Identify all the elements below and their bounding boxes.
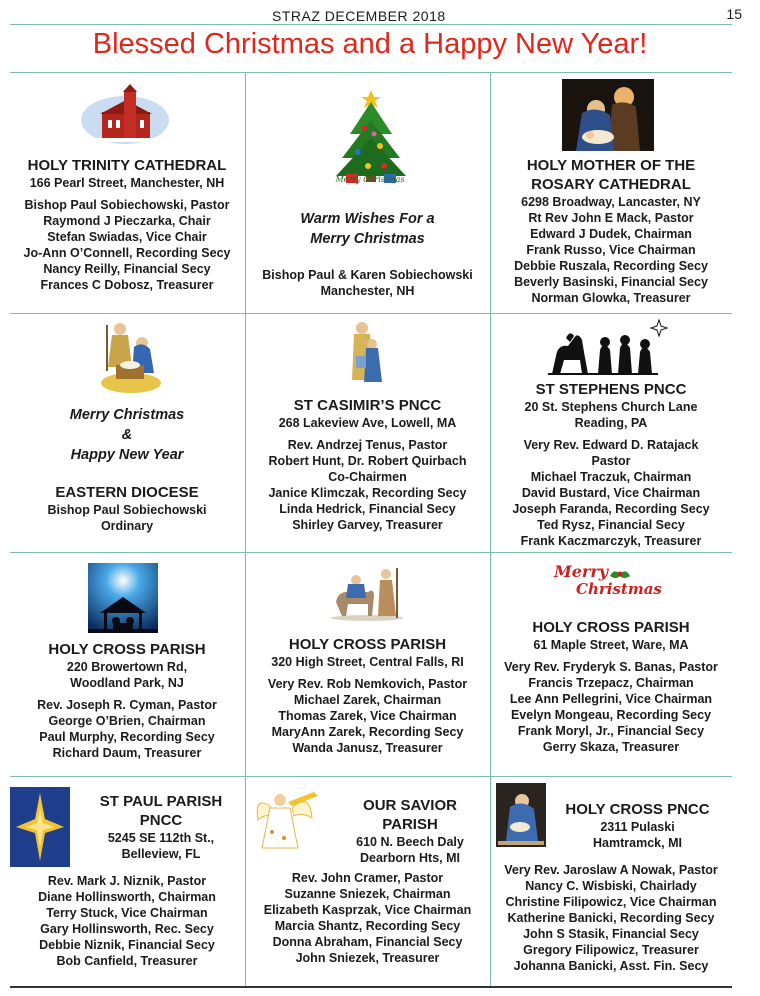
officer-line: Rt Rev John E Mack, Pastor	[528, 211, 694, 225]
bottom-rule	[10, 986, 732, 988]
parish-address: 5245 SE 112th St.,	[107, 831, 215, 845]
merry-christmas-logo	[552, 562, 662, 602]
officer-line: Paul Murphy, Recording Secy	[39, 730, 215, 744]
st-stephens-pncc	[491, 380, 731, 549]
grid-rule	[10, 776, 732, 777]
parish-name: HOLY CROSS PARISH	[288, 636, 447, 653]
eastern-diocese	[10, 405, 244, 534]
parish-address: 61 Maple Street, Ware, MA	[533, 638, 689, 652]
officer-line: Gregory Filipowicz, Treasurer	[523, 943, 699, 957]
parish-name: PNCC	[139, 812, 183, 829]
signer-place: Manchester, NH	[320, 284, 415, 298]
officer-line: Donna Abraham, Financial Secy	[272, 935, 463, 949]
officer-line: David Bustard, Vice Chairman	[521, 486, 701, 500]
publication-name: STRAZ DECEMBER 2018	[272, 8, 446, 24]
holy-trinity-cathedral	[10, 156, 244, 293]
parish-address: 610 N. Beech Daly	[356, 835, 464, 849]
officer-line: Stefan Swiadas, Vice Chair	[47, 230, 207, 244]
officer-line: Richard Daum, Treasurer	[52, 746, 202, 760]
officer-line: Marcia Shantz, Recording Secy	[274, 919, 461, 933]
greeting-line: Merry Christmas	[310, 231, 425, 247]
officer-line: Ordinary	[100, 519, 154, 533]
officer-line: Lee Ann Pellegrini, Vice Chairman	[509, 692, 713, 706]
parish-name: HOLY CROSS PARISH	[48, 641, 206, 658]
st-paul-parish-header	[78, 792, 244, 862]
parish-name: ST STEPHENS PNCC	[535, 381, 687, 398]
tree-caption: Merry Christmas	[335, 175, 405, 184]
parish-name: HOLY CROSS PARISH	[532, 619, 690, 636]
officer-line: Beverly Basinski, Financial Secy	[514, 275, 708, 289]
parish-name: PARISH	[382, 816, 438, 833]
parish-address: Reading, PA	[574, 416, 648, 430]
holy-mother-rosary-cathedral	[491, 156, 731, 306]
officer-line: Rev. Andrzej Tenus, Pastor	[287, 438, 448, 452]
parish-name: ST PAUL PARISH	[99, 793, 223, 810]
officer-line: Edward J Dudek, Chairman	[530, 227, 692, 241]
page-number: 15	[726, 6, 742, 22]
parish-address: 220 Browertown Rd,	[66, 660, 188, 674]
officer-line: Rev. Joseph R. Cyman, Pastor	[37, 698, 217, 712]
officer-line: Suzanne Sniezek, Chairman	[284, 887, 451, 901]
officer-line: Frank Russo, Vice Chairman	[526, 243, 696, 257]
parish-address: 20 St. Stephens Church Lane	[524, 400, 698, 414]
officer-line: Bishop Paul Sobiechowski	[47, 503, 207, 517]
holy-cross-parish-nj	[10, 640, 244, 761]
officer-line: MaryAnn Zarek, Recording Secy	[271, 725, 464, 739]
officer-line: Pastor	[591, 454, 631, 468]
parish-address: 268 Lakeview Ave, Lowell, MA	[278, 416, 457, 430]
officer-line: Katherine Banicki, Recording Secy	[507, 911, 715, 925]
madonna-icon	[496, 783, 546, 847]
page-header	[0, 6, 760, 24]
officer-line: Jo-Ann O’Connell, Recording Secy	[23, 246, 231, 260]
holy-couple-icon	[348, 320, 384, 386]
grid-rule	[10, 552, 732, 553]
logo-text: Merry	[554, 562, 609, 581]
church-icon	[80, 84, 170, 146]
holy-cross-parish-ma	[491, 618, 731, 755]
parish-address: 6298 Broadway, Lancaster, NY	[521, 195, 701, 209]
officer-line: Debbie Ruszala, Recording Secy	[514, 259, 708, 273]
our-savior-parish-header	[335, 796, 485, 866]
holy-family-icon	[562, 79, 654, 151]
officer-line: Gary Hollinsworth, Rec. Secy	[40, 922, 214, 936]
diocese-name: EASTERN DIOCESE	[55, 484, 199, 501]
st-paul-parish-officers	[10, 873, 244, 969]
greeting-line: &	[121, 427, 133, 443]
officer-line: Michael Traczuk, Chairman	[530, 470, 692, 484]
officer-line: Janice Klimczak, Recording Secy	[268, 486, 467, 500]
grid-rule	[10, 313, 732, 314]
parish-address: 166 Pearl Street, Manchester, NH	[29, 176, 225, 190]
parish-address: Woodland Park, NJ	[70, 676, 184, 690]
officer-line: Debbie Niznik, Financial Secy	[39, 938, 215, 952]
officer-line: Shirley Garvey, Treasurer	[292, 518, 443, 532]
officer-line: Co-Chairmen	[328, 470, 407, 484]
holy-cross-pncc-officers	[491, 862, 731, 974]
officer-line: Francis Trzepacz, Chairman	[528, 676, 694, 690]
holy-cross-parish-ri	[246, 635, 489, 756]
officer-line: Joseph Faranda, Recording Secy	[512, 502, 710, 516]
nativity-icon	[100, 317, 162, 395]
greeting-line: Merry Christmas	[69, 407, 185, 423]
three-kings-icon	[548, 316, 670, 376]
parish-address: 2311 Pulaski	[600, 820, 675, 834]
bishop-greeting	[246, 209, 489, 299]
officer-line: Ted Rysz, Financial Secy	[537, 518, 685, 532]
officer-line: Terry Stuck, Vice Chairman	[46, 906, 208, 920]
officer-line: Christine Filipowicz, Vice Chairman	[505, 895, 717, 909]
officer-line: John S Stasik, Financial Secy	[523, 927, 699, 941]
officer-line: Bob Canfield, Treasurer	[56, 954, 198, 968]
officer-line: Very Rev. Rob Nemkovich, Pastor	[267, 677, 468, 691]
officer-line: Thomas Zarek, Vice Chairman	[278, 709, 457, 723]
officer-line: Gerry Skaza, Treasurer	[542, 740, 680, 754]
officer-line: Nancy C. Wisbiski, Chairlady	[525, 879, 697, 893]
parish-name: OUR SAVIOR	[363, 797, 457, 814]
stable-icon	[88, 563, 158, 633]
officer-line: Rev. John Cramer, Pastor	[291, 871, 444, 885]
parish-name: HOLY MOTHER OF THE	[526, 157, 696, 174]
parish-name: HOLY TRINITY CATHEDRAL	[27, 157, 227, 174]
star-icon	[10, 787, 70, 867]
parish-name: ROSARY CATHEDRAL	[531, 176, 691, 193]
flight-to-egypt-icon	[328, 562, 406, 622]
officer-line: Elizabeth Kasprzak, Vice Chairman	[263, 903, 472, 917]
officer-line: Very Rev. Fryderyk S. Banas, Pastor	[504, 660, 718, 674]
officer-line: Norman Glowka, Treasurer	[531, 291, 691, 305]
greeting-line: Happy New Year	[70, 447, 184, 463]
holly-icon	[608, 566, 632, 582]
officer-line: Bishop Paul Sobiechowski, Pastor	[24, 198, 230, 212]
greeting-line: Warm Wishes For a	[300, 211, 435, 227]
officer-line: Frances C Dobosz, Treasurer	[40, 278, 214, 292]
officer-line: Michael Zarek, Chairman	[293, 693, 442, 707]
grid-rule	[10, 72, 732, 73]
logo-text: Christmas	[576, 580, 662, 598]
officer-line: John Sniezek, Treasurer	[295, 951, 440, 965]
officer-line: Frank Kaczmarczyk, Treasurer	[520, 534, 702, 548]
officer-line: Evelyn Mongeau, Recording Secy	[510, 708, 712, 722]
officer-line: Diane Hollinsworth, Chairman	[38, 890, 216, 904]
page-title: Blessed Christmas and a Happy New Year!	[92, 28, 648, 60]
officer-line: Wanda Janusz, Treasurer	[292, 741, 443, 755]
officer-line: Raymond J Pieczarka, Chair	[43, 214, 211, 228]
holy-cross-pncc-header	[550, 800, 725, 851]
parish-name: HOLY CROSS PNCC	[565, 801, 710, 818]
officer-line: Very Rev. Jaroslaw A Nowak, Pastor	[504, 863, 718, 877]
officer-line: Very Rev. Edward D. Ratajack	[523, 438, 699, 452]
parish-name: ST CASIMIR’S PNCC	[293, 397, 442, 414]
our-savior-parish-officers	[246, 870, 489, 966]
officer-line: Nancy Reilly, Financial Secy	[43, 262, 211, 276]
parish-address: Hamtramck, MI	[593, 836, 682, 850]
officer-line: Frank Moryl, Jr., Financial Secy	[517, 724, 705, 738]
parish-address: Dearborn Hts, MI	[359, 851, 460, 865]
officer-line: Robert Hunt, Dr. Robert Quirbach	[268, 454, 467, 468]
angel-icon	[252, 786, 328, 856]
st-casimirs-pncc	[246, 396, 489, 533]
parish-address: 320 High Street, Central Falls, RI	[271, 655, 464, 669]
officer-line: Johanna Banicki, Asst. Fin. Secy	[513, 959, 709, 973]
header-rule	[10, 24, 732, 25]
officer-line: Rev. Mark J. Niznik, Pastor	[47, 874, 207, 888]
officer-line: George O’Brien, Chairman	[48, 714, 206, 728]
officer-line: Linda Hedrick, Financial Secy	[279, 502, 456, 516]
parish-address: Belleview, FL	[121, 847, 201, 861]
signer-line: Bishop Paul & Karen Sobiechowski	[262, 268, 473, 282]
